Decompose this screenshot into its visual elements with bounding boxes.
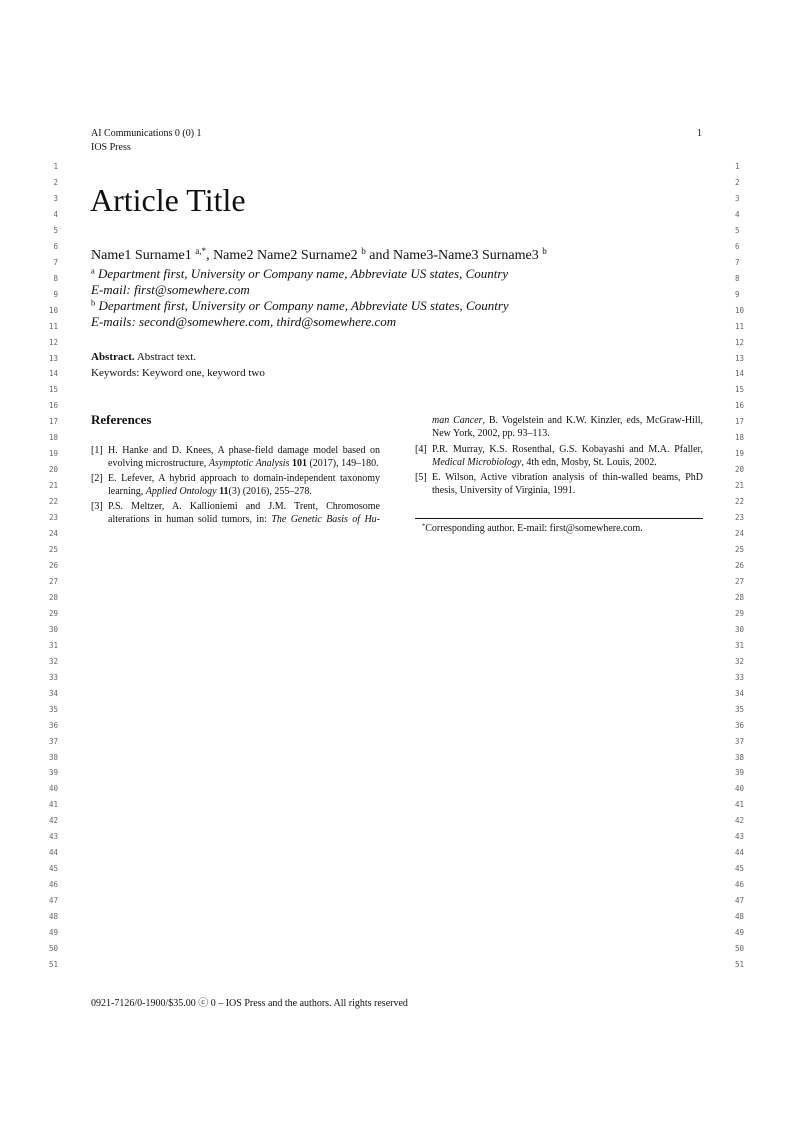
- author-sep: ,: [206, 248, 214, 263]
- line-number: 6: [53, 241, 58, 251]
- references-right-column: [415, 414, 703, 499]
- line-number: 36: [735, 720, 745, 730]
- line-number: 2: [735, 177, 740, 187]
- line-number: 23: [48, 513, 58, 523]
- line-number: 39: [48, 768, 58, 778]
- line-number: 49: [48, 928, 58, 938]
- author-affil: a,*: [195, 246, 207, 256]
- line-number: 34: [735, 688, 745, 698]
- line-number: 34: [48, 688, 58, 698]
- article-title: Article Title: [90, 182, 246, 218]
- abstract-label: Abstract.: [91, 351, 135, 363]
- line-number: 29: [48, 608, 58, 618]
- line-number: 27: [735, 576, 745, 586]
- reference-item: [91, 472, 380, 498]
- line-number: 19: [735, 449, 745, 459]
- line-number: 35: [735, 704, 745, 714]
- copyright-footer: 0921-7126/0-1900/$35.00 ⓒ 0 – IOS Press and the authors. All rights reserved: [91, 998, 408, 1009]
- line-number: 43: [735, 832, 745, 842]
- line-number: 37: [48, 736, 58, 746]
- line-number: 42: [48, 816, 58, 826]
- line-number: 5: [53, 225, 58, 235]
- line-number: 42: [735, 816, 745, 826]
- ref-journal: Applied Ontology: [145, 486, 217, 497]
- ref-volume: 11: [219, 486, 229, 497]
- line-number: 23: [735, 513, 745, 523]
- author-name: Name1 Surname1: [91, 248, 192, 263]
- line-number: 39: [735, 768, 745, 778]
- line-number: 19: [48, 449, 58, 459]
- line-number: 14: [735, 369, 745, 379]
- page-number: 1: [697, 128, 702, 139]
- abstract-text: Abstract text.: [136, 351, 197, 363]
- line-number: 8: [735, 273, 740, 283]
- author-name: Name3-Name3 Surname3: [392, 248, 539, 263]
- line-number: 50: [735, 944, 745, 954]
- line-number: 51: [48, 960, 58, 969]
- line-number: 1: [735, 162, 740, 171]
- line-number: 30: [48, 624, 58, 634]
- line-number: 17: [48, 417, 58, 427]
- footnote-mark: *: [422, 522, 426, 530]
- line-number: 31: [735, 640, 745, 650]
- affil-text: Department first, University or Company name, Abbreviate US states, Country: [98, 298, 509, 313]
- line-number: 26: [48, 561, 58, 570]
- line-number: 43: [48, 832, 58, 842]
- reference-item: [91, 444, 380, 470]
- line-number: 12: [735, 337, 745, 347]
- line-number: 7: [735, 257, 740, 267]
- ref-text: , 4th edn, Mosby, St. Louis, 2002.: [521, 457, 657, 468]
- line-number: 41: [735, 800, 745, 810]
- author-name: Name2 Name2 Surname2: [213, 248, 358, 263]
- ref-number: [5]: [415, 472, 427, 483]
- line-number: 35: [48, 704, 58, 714]
- publisher: IOS Press: [91, 142, 131, 153]
- author-sep: and: [365, 248, 393, 263]
- reference-item-continued: [415, 414, 703, 440]
- line-number: 45: [735, 864, 745, 874]
- line-number: 1: [53, 162, 58, 171]
- references-left-column: [91, 444, 380, 528]
- author-list: [91, 247, 547, 265]
- ref-book: Medical Microbiology: [432, 457, 522, 468]
- line-number: 18: [48, 433, 58, 443]
- line-number: 22: [735, 497, 745, 507]
- line-number: 18: [735, 433, 745, 443]
- ref-number: [3]: [91, 501, 103, 512]
- line-number: 50: [48, 944, 58, 954]
- line-number: 48: [48, 912, 58, 922]
- keywords: Keywords: Keyword one, keyword two: [91, 367, 265, 379]
- ref-text: P.S. Meltzer, A. Kallioniemi and J.M. Trent, Chromosome alterations in human solid tumors, in:: [108, 501, 380, 525]
- ref-text: P.R. Murray, K.S. Rosenthal, G.S. Kobayashi and M.A. Pfaller,: [432, 444, 703, 455]
- ref-number: [1]: [91, 445, 103, 456]
- line-number: 13: [735, 353, 745, 363]
- reference-item: [415, 443, 703, 469]
- ref-text: E. Lefever, A hybrid approach to domain-independent taxonomy learning,: [108, 473, 380, 497]
- line-number: 21: [735, 481, 745, 491]
- line-number: 37: [735, 736, 745, 746]
- line-number: 20: [48, 465, 58, 475]
- affiliation-b-email: E-mails: second@somewhere.com, third@somewhere.com: [91, 314, 397, 329]
- ref-text: H. Hanke and D. Knees, A phase-field damage model based on evolving microstructure,: [108, 445, 380, 469]
- line-number: 44: [48, 848, 58, 858]
- affiliation-b: [91, 298, 509, 314]
- line-number: 51: [735, 960, 745, 969]
- line-number: 38: [735, 752, 745, 762]
- line-number: 31: [48, 640, 58, 650]
- affiliation-a: [91, 266, 508, 282]
- line-number: 24: [735, 529, 745, 539]
- line-number: 17: [735, 417, 745, 427]
- ref-text: E. Wilson, Active vibration analysis of thin-walled beams, PhD thesis, University of Virginia, 1991.: [432, 472, 703, 496]
- line-number: 3: [53, 193, 58, 203]
- line-number: 41: [48, 800, 58, 810]
- references-heading: References: [91, 412, 152, 427]
- line-number: 33: [48, 672, 58, 682]
- footnote-rule: [415, 518, 703, 519]
- line-number: 13: [48, 353, 58, 363]
- ref-text: (2017), 149–180.: [306, 458, 379, 469]
- journal-name: AI Communications 0 (0) 1: [91, 128, 202, 139]
- line-number: 22: [48, 497, 58, 507]
- line-number: 2: [53, 177, 58, 187]
- footnote: [422, 522, 643, 535]
- line-number: 46: [48, 880, 58, 890]
- line-number: 30: [735, 624, 745, 634]
- line-number: 46: [735, 880, 745, 890]
- line-number: 6: [735, 241, 740, 251]
- line-number: 15: [735, 385, 745, 395]
- line-number: 33: [735, 672, 745, 682]
- ref-book: man Cancer: [432, 415, 483, 426]
- line-number: 32: [48, 656, 58, 666]
- line-number: 45: [48, 864, 58, 874]
- line-number: 44: [735, 848, 745, 858]
- line-number: 7: [53, 257, 58, 267]
- line-number: 11: [735, 321, 745, 331]
- line-number: 10: [735, 305, 745, 315]
- line-number: 4: [735, 209, 740, 219]
- line-number: 40: [48, 784, 58, 794]
- line-number: 11: [48, 321, 58, 331]
- line-number: 3: [735, 193, 740, 203]
- line-number: 40: [735, 784, 745, 794]
- author-affil: b: [542, 246, 547, 256]
- line-number: 9: [53, 289, 58, 299]
- line-number: 48: [735, 912, 745, 922]
- line-number: 26: [735, 561, 745, 570]
- affil-text: Department first, University or Company name, Abbreviate US states, Country: [98, 266, 509, 281]
- line-number: 47: [735, 896, 745, 906]
- line-number: 9: [735, 289, 740, 299]
- line-number: 28: [48, 592, 58, 602]
- line-number: 47: [48, 896, 58, 906]
- ref-number: [2]: [91, 473, 103, 484]
- line-number: 8: [53, 273, 58, 283]
- line-number: 16: [735, 401, 745, 411]
- line-number: 20: [735, 465, 745, 475]
- line-number: 24: [48, 529, 58, 539]
- line-number: 15: [48, 385, 58, 395]
- line-number: 5: [735, 225, 740, 235]
- line-number: 10: [48, 305, 58, 315]
- line-number: 29: [735, 608, 745, 618]
- author-affil: b: [361, 246, 366, 256]
- line-number: 4: [53, 209, 58, 219]
- line-number: 38: [48, 752, 58, 762]
- line-number: 25: [48, 545, 58, 555]
- ref-journal: Asymptotic Analysis: [208, 458, 290, 469]
- affiliation-a-email: E-mail: first@somewhere.com: [91, 282, 250, 297]
- footnote-text: Corresponding author. E-mail: first@somewhere.com.: [425, 523, 643, 534]
- line-number: 27: [48, 576, 58, 586]
- ref-text: , B. Vogelstein and K.W. Kinzler, eds, McGraw-Hill, New York, 2002, pp. 93–113.: [432, 415, 703, 439]
- line-number: 25: [735, 545, 745, 555]
- line-number: 16: [48, 401, 58, 411]
- line-number: 32: [735, 656, 745, 666]
- ref-book: The Genetic Basis of Hu-: [271, 514, 380, 525]
- line-number: 49: [735, 928, 745, 938]
- line-number: 12: [48, 337, 58, 347]
- reference-item: [91, 500, 380, 526]
- ref-volume: 101: [291, 458, 307, 469]
- line-number: 14: [48, 369, 58, 379]
- line-number: 36: [48, 720, 58, 730]
- ref-number: [4]: [415, 444, 427, 455]
- line-number: 28: [735, 592, 745, 602]
- affil-label: a: [91, 265, 95, 276]
- affil-label: b: [91, 297, 96, 308]
- reference-item: [415, 471, 703, 497]
- line-number: 21: [48, 481, 58, 491]
- abstract: [91, 350, 196, 364]
- ref-text: (3) (2016), 255–278.: [228, 486, 312, 497]
